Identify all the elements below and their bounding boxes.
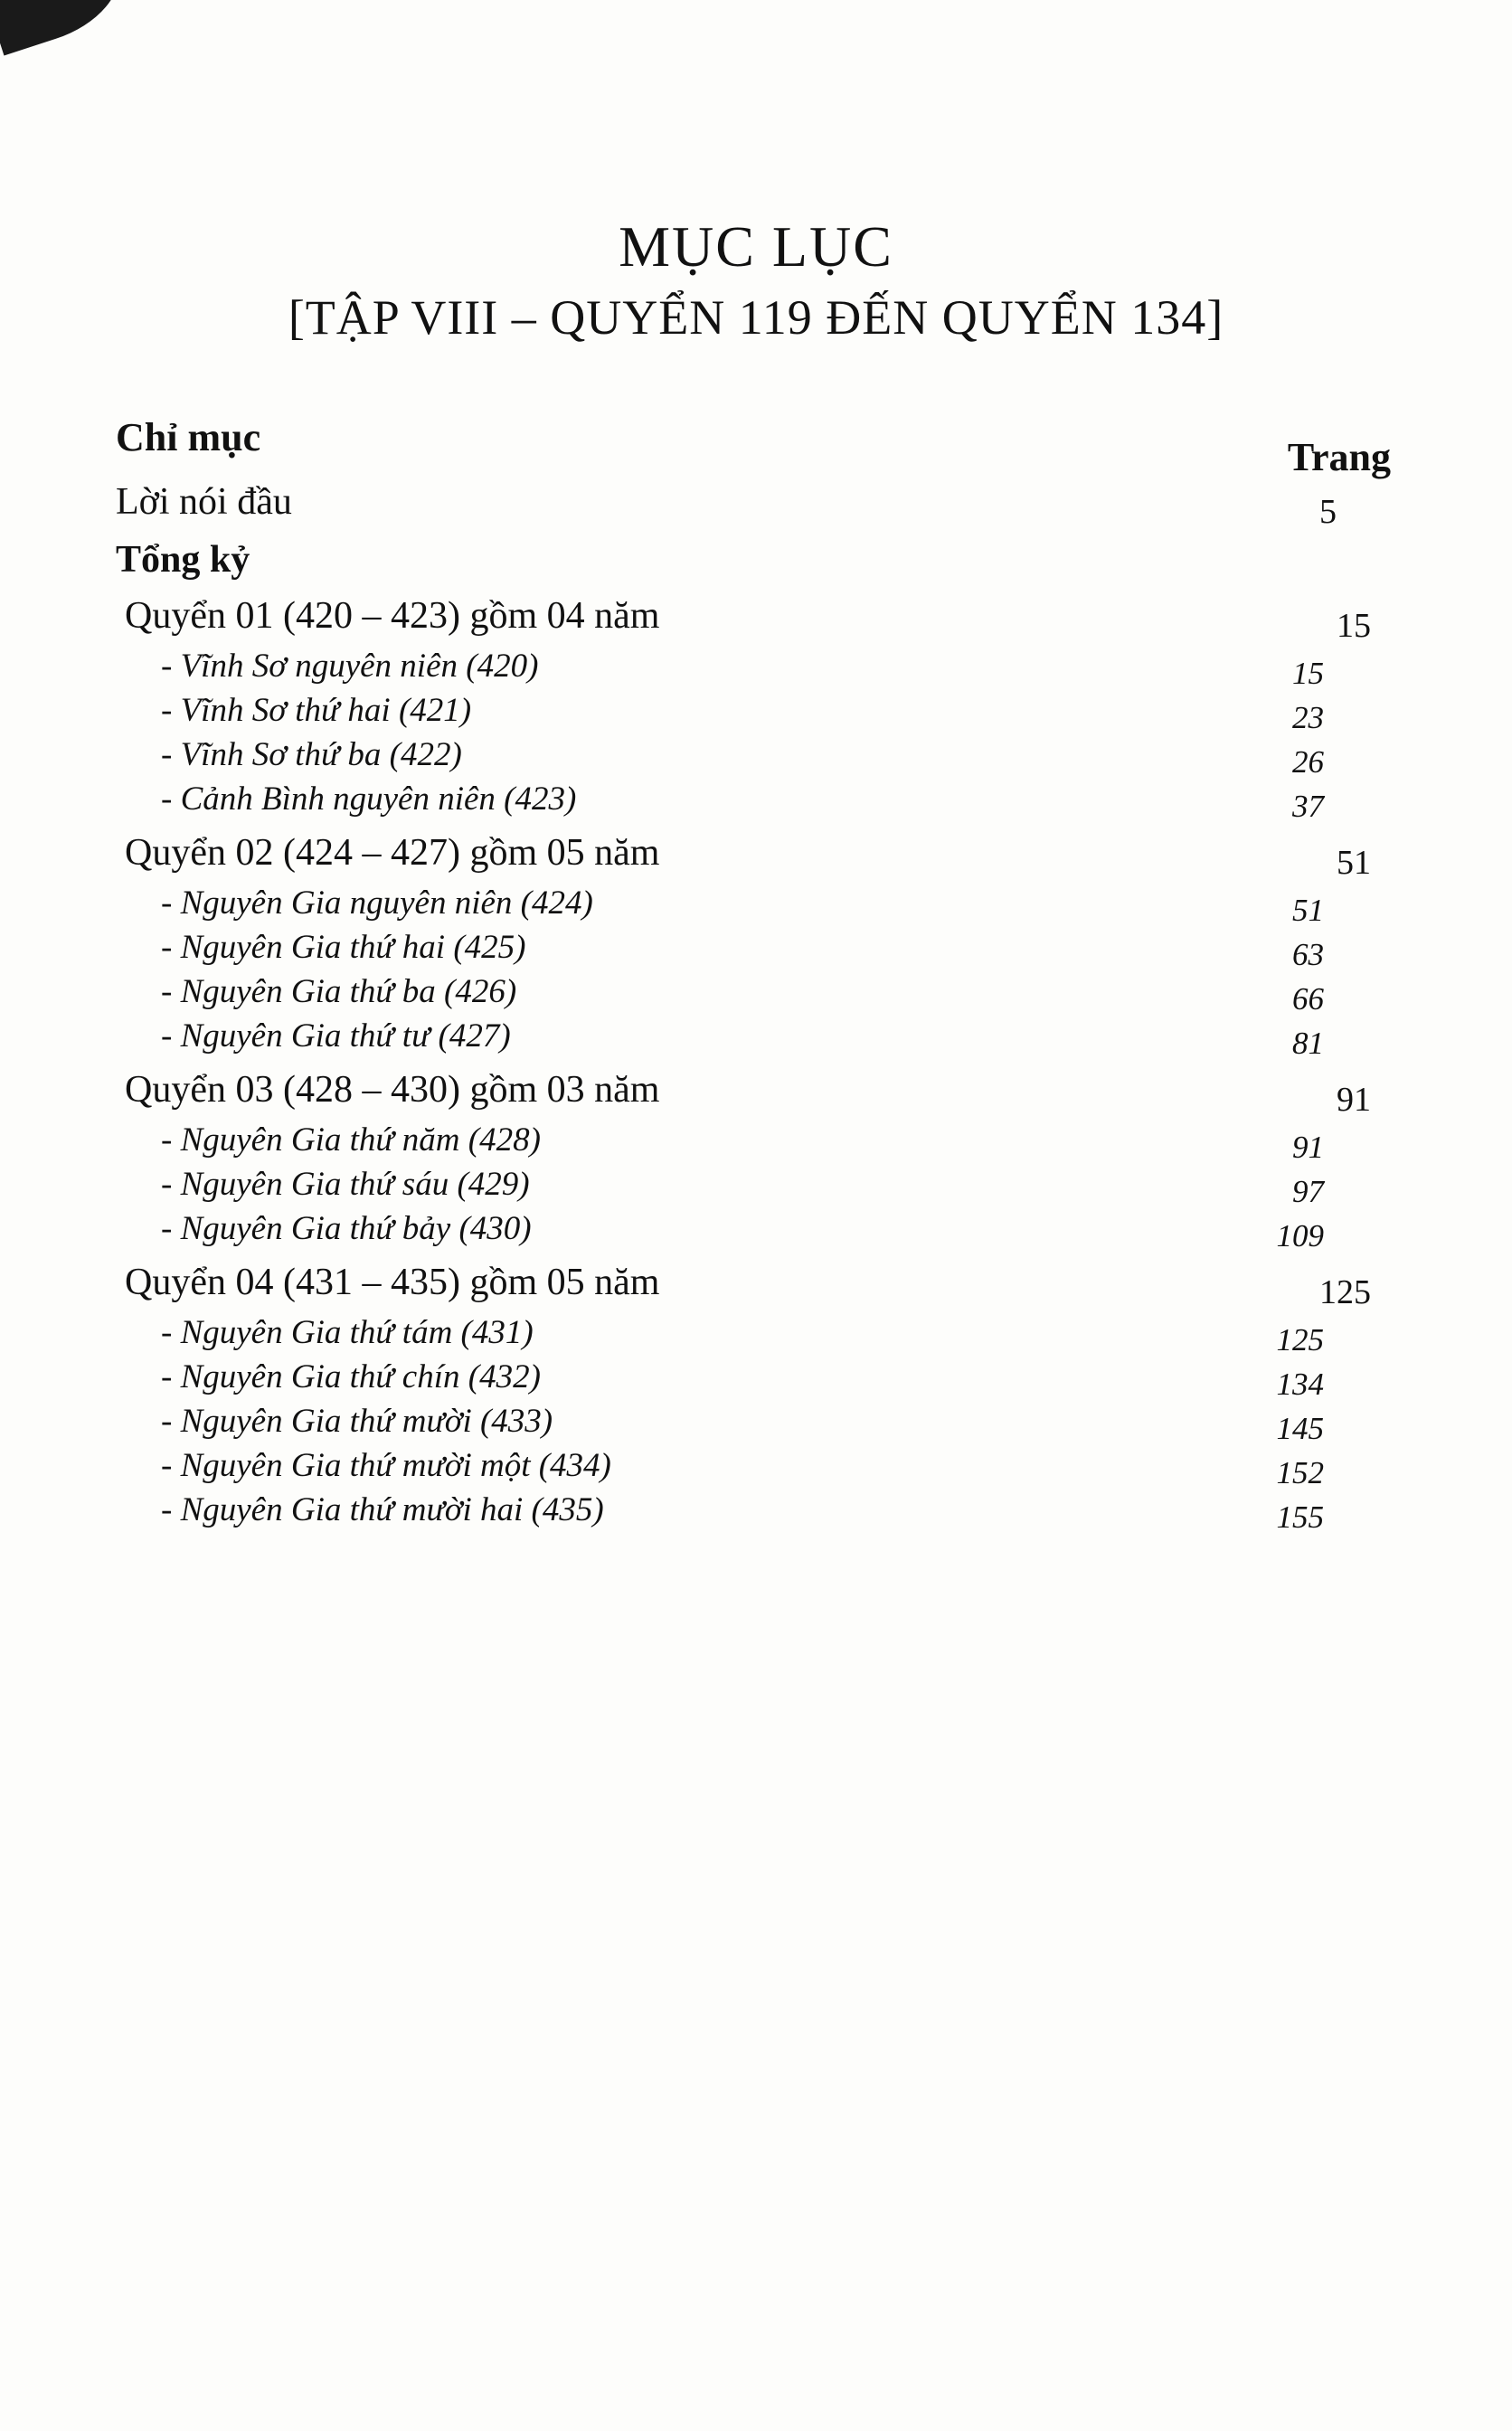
toc-subentry-row [116,1446,1396,1490]
toc-subentry-row [116,884,1396,928]
toc-subentry-row [116,1490,1396,1535]
toc-subentry-row [116,1209,1396,1253]
toc-entry-label: Quyển 02 (424 – 427) gồm 05 năm [125,831,660,874]
toc-volume-row [116,594,1396,645]
toc-entry-label: Tổng kỷ [116,538,250,581]
toc-subentry-row [116,735,1396,780]
toc-entry-page: 51 [1337,843,1371,882]
toc-volume-row [116,1068,1396,1119]
toc-entry-page: 125 [1276,1321,1324,1357]
toc-subentry-row [116,1313,1396,1357]
toc-entry-page: 66 [1292,980,1324,1017]
toc-entry-label: - Cảnh Bình nguyên niên (423) [161,780,577,818]
toc-entry-label: - Nguyên Gia thứ tám (431) [161,1313,534,1351]
toc-subentry-row [116,928,1396,972]
toc-entry-page: 155 [1276,1499,1324,1535]
page-subtitle: [TẬP VIII – QUYỂN 119 ĐẾN QUYỂN 134] [288,290,1224,345]
toc-entry-label: - Nguyên Gia thứ chín (432) [161,1357,541,1395]
toc-entry-page: 63 [1292,936,1324,972]
toc-subentry-row [116,647,1396,691]
toc-subentry-row [116,1402,1396,1446]
toc-entry-label: Lời nói đầu [116,480,292,523]
toc-entry-page: 81 [1292,1025,1324,1061]
toc-entry-page: 97 [1292,1173,1324,1209]
toc-entry-page: 91 [1292,1129,1324,1165]
toc-entry-page: 134 [1276,1366,1324,1402]
page-column-header: Trang [1287,434,1391,479]
toc-entry-page: 51 [1292,892,1324,928]
toc-subentry-row [116,691,1396,735]
table-of-contents [0,414,1512,1535]
toc-entry-label: - Nguyên Gia thứ mười (433) [161,1402,553,1440]
toc-entry-label: Quyển 01 (420 – 423) gồm 04 năm [125,594,660,637]
toc-subentry-row [116,972,1396,1017]
toc-entry-label: - Nguyên Gia thứ mười hai (435) [161,1490,604,1528]
toc-entry-label: Quyển 04 (431 – 435) gồm 05 năm [125,1261,660,1303]
toc-entry-label: - Nguyên Gia nguyên niên (424) [161,884,593,922]
toc-entry-label: - Nguyên Gia thứ hai (425) [161,928,526,966]
toc-entry-label: - Vĩnh Sơ thứ ba (422) [161,735,462,773]
toc-entry-page: 37 [1292,788,1324,824]
page-title: MỤC LỤC [619,214,893,279]
toc-entry-page: 5 [1319,492,1337,531]
toc-entry-page: 26 [1292,743,1324,780]
toc-entry-page: 23 [1292,699,1324,735]
toc-entry-page: 15 [1337,606,1371,645]
toc-entry-label: - Nguyên Gia thứ sáu (429) [161,1165,530,1203]
toc-entry-page: 152 [1276,1454,1324,1490]
toc-subentry-row [116,780,1396,824]
toc-entry-label: - Nguyên Gia thứ năm (428) [161,1121,541,1159]
toc-entry-page: 109 [1276,1217,1324,1253]
toc-volume-row [116,831,1396,882]
toc-entry-page: 125 [1319,1272,1371,1311]
toc-entry-page: 15 [1292,655,1324,691]
title-block [0,215,1512,345]
toc-entry-label: - Nguyên Gia thứ tư (427) [161,1017,511,1055]
toc-entry-page: 91 [1337,1080,1371,1119]
toc-section-heading [116,538,1396,582]
toc-entry-label: - Vĩnh Sơ nguyên niên (420) [161,647,539,685]
toc-subentry-row [116,1357,1396,1402]
toc-entry-label: Quyển 03 (428 – 430) gồm 03 năm [125,1068,660,1111]
toc-subentry-row [116,1165,1396,1209]
toc-entry-preface [116,480,1396,531]
toc-entry-label: - Nguyên Gia thứ ba (426) [161,972,517,1010]
toc-subentry-row [116,1121,1396,1165]
toc-header-row [116,414,1396,479]
toc-volume-row [116,1261,1396,1311]
toc-entry-page: 145 [1276,1410,1324,1446]
toc-entry-label: - Nguyên Gia thứ bảy (430) [161,1209,532,1247]
toc-entry-label: - Nguyên Gia thứ mười một (434) [161,1446,611,1484]
toc-subentry-row [116,1017,1396,1061]
toc-entry-label: - Vĩnh Sơ thứ hai (421) [161,691,472,729]
index-column-header: Chỉ mục [116,414,261,459]
